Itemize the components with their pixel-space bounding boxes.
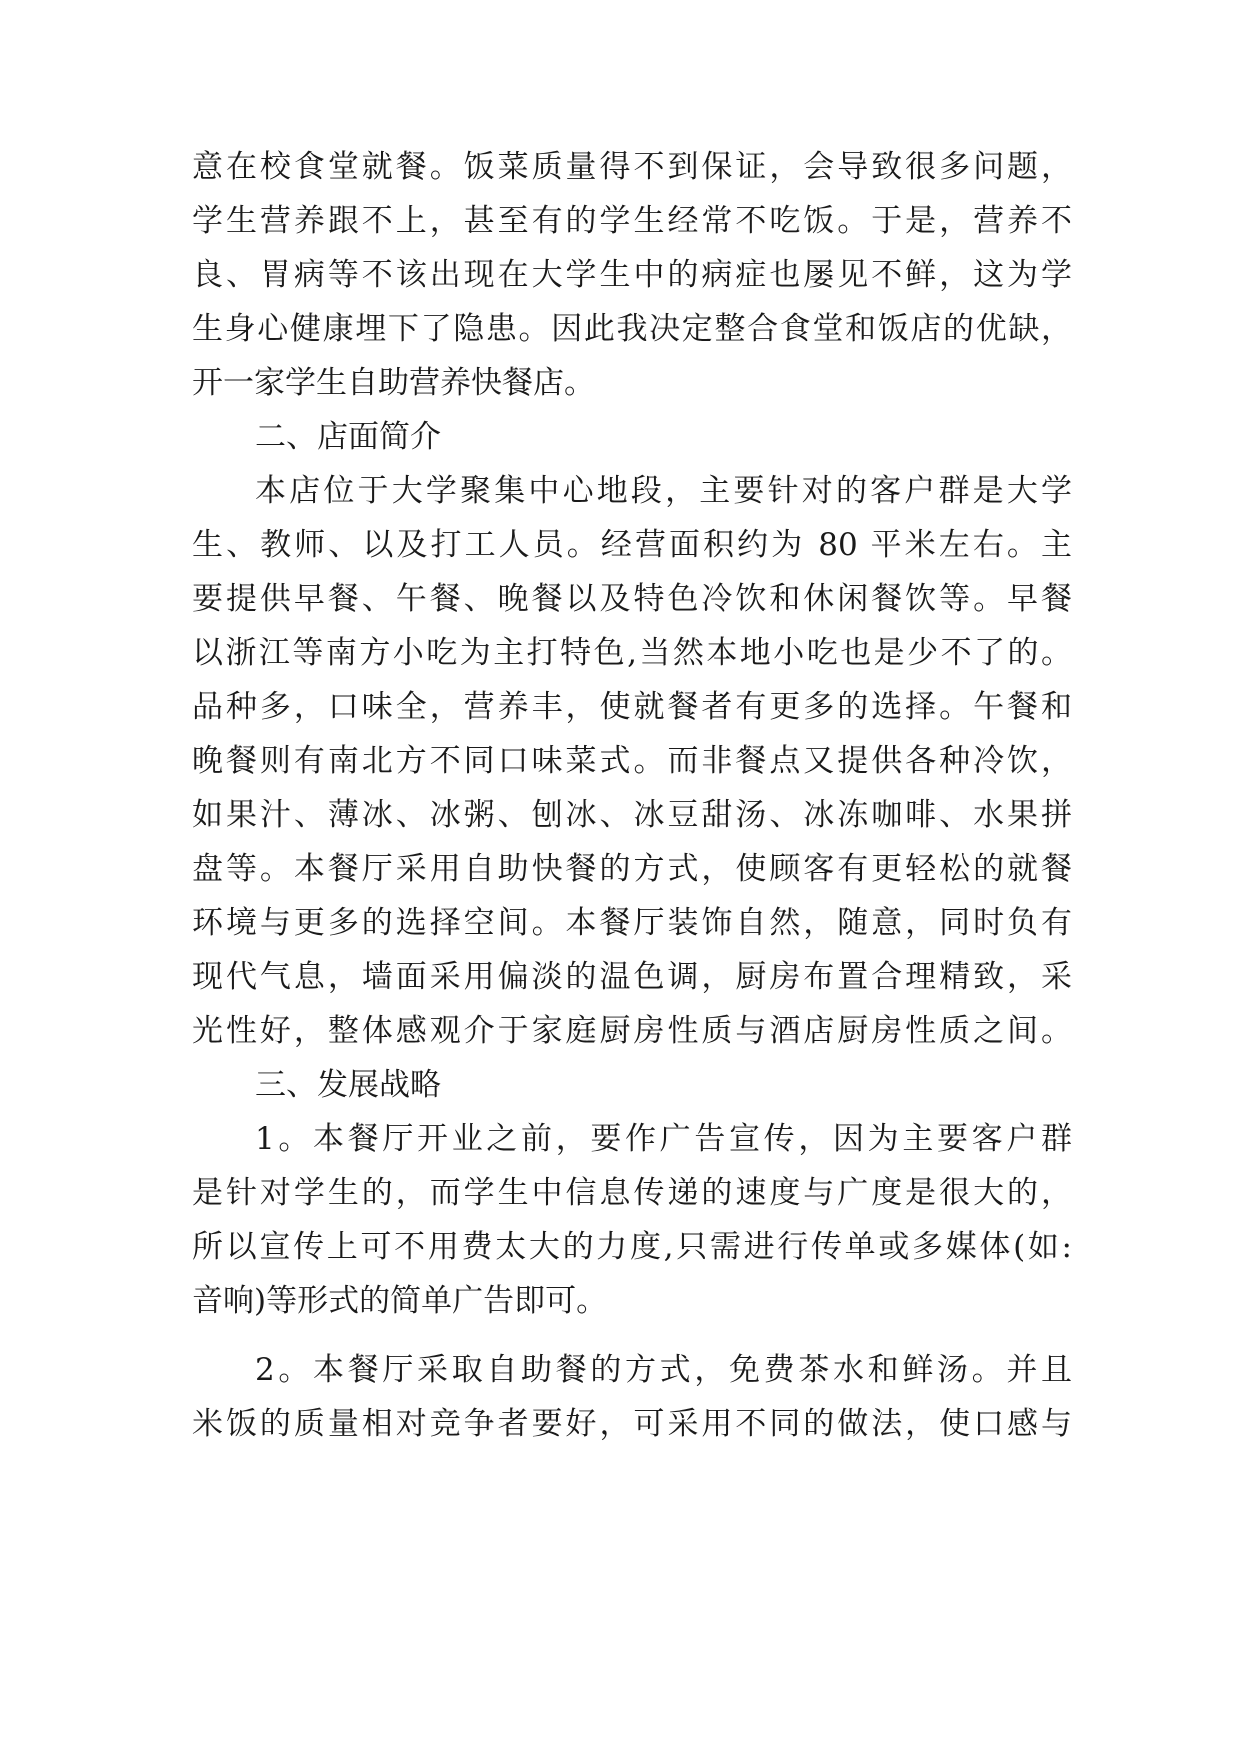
- body-text-line: 学生营养跟不上，甚至有的学生经常不吃饭。于是，营养不: [192, 203, 1072, 239]
- body-text-line: 2。本餐厅采取自助餐的方式，免费茶水和鲜汤。并且: [255, 1352, 1072, 1388]
- body-text-line: 是针对学生的，而学生中信息传递的速度与广度是很大的，: [192, 1175, 1072, 1211]
- body-text-line: 以浙江等南方小吃为主打特色,当然本地小吃也是少不了的。: [192, 635, 1072, 671]
- body-text-line: 生、教师、以及打工人员。经营面积约为 80 平米左右。主: [192, 527, 1072, 563]
- body-text-line: 品种多，口味全，营养丰，使就餐者有更多的选择。午餐和: [192, 689, 1072, 725]
- body-text-line: 音响)等形式的简单广告即可。: [192, 1283, 608, 1319]
- body-text-line: 晚餐则有南北方不同口味菜式。而非餐点又提供各种冷饮，: [192, 743, 1072, 779]
- body-text-line: 如果汁、薄冰、冰粥、刨冰、冰豆甜汤、冰冻咖啡、水果拼: [192, 797, 1072, 833]
- body-text-line: 开一家学生自助营养快餐店。: [192, 365, 595, 401]
- body-text-line: 良、胃病等不该出现在大学生中的病症也屡见不鲜，这为学: [192, 257, 1072, 293]
- body-text-line: 现代气息，墙面采用偏淡的温色调，厨房布置合理精致，采: [192, 959, 1072, 995]
- body-text-line: 光性好，整体感观介于家庭厨房性质与酒店厨房性质之间。: [192, 1013, 1072, 1049]
- section-heading: 三、发展战略: [255, 1067, 441, 1103]
- body-text-line: 所以宣传上可不用费太大的力度,只需进行传单或多媒体(如:: [192, 1229, 1072, 1265]
- section-heading: 二、店面简介: [255, 419, 441, 455]
- body-text-line: 米饭的质量相对竞争者要好，可采用不同的做法，使口感与: [192, 1406, 1072, 1442]
- body-text-line: 本店位于大学聚集中心地段，主要针对的客户群是大学: [255, 473, 1072, 509]
- body-text-line: 意在校食堂就餐。饭菜质量得不到保证，会导致很多问题，: [192, 149, 1072, 185]
- body-text-line: 要提供早餐、午餐、晚餐以及特色冷饮和休闲餐饮等。早餐: [192, 581, 1072, 617]
- body-text-line: 生身心健康埋下了隐患。因此我决定整合食堂和饭店的优缺，: [192, 311, 1072, 347]
- body-text-line: 盘等。本餐厅采用自助快餐的方式，使顾客有更轻松的就餐: [192, 851, 1072, 887]
- body-text-line: 1。本餐厅开业之前，要作广告宣传，因为主要客户群: [255, 1121, 1072, 1157]
- body-text-line: 环境与更多的选择空间。本餐厅装饰自然，随意，同时负有: [192, 905, 1072, 941]
